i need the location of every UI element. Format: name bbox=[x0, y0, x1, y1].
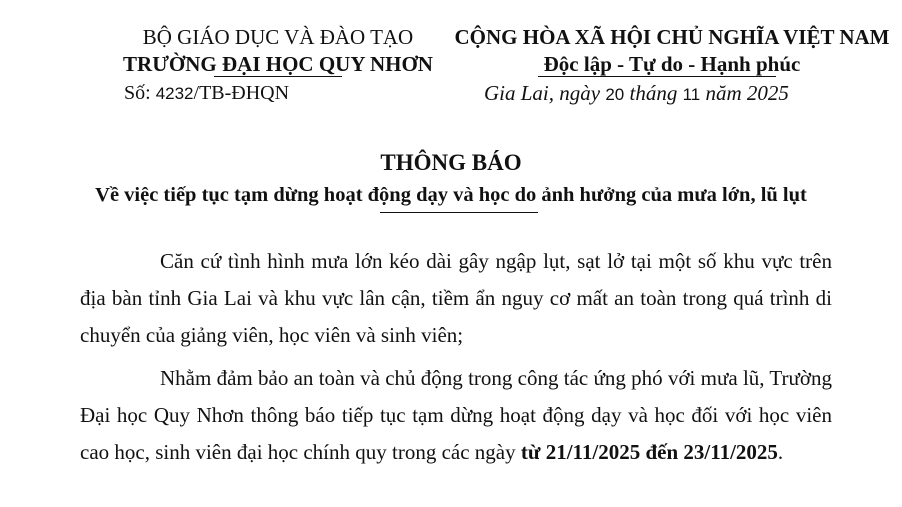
reference-suffix: /TB-ĐHQN bbox=[193, 82, 290, 104]
notice-subject: Về việc tiếp tục tạm dừng hoạt động dạy và học do ảnh hưởng của mưa lớn, lũ lụt bbox=[95, 184, 807, 206]
paragraph-2-text: Nhằm đảm bảo an toàn và chủ động trong công tác ứng phó với mưa lũ, Trường Đại học Quy Nhơn thông báo tiếp tục tạm dừng hoạt động dạy và học đối với học viên cao học, sinh viên đại học chính quy trong các ngày bbox=[80, 366, 832, 464]
date-place: Gia Lai, ngày bbox=[484, 81, 601, 105]
reference-prefix: Số: bbox=[124, 82, 151, 104]
university-underline bbox=[214, 76, 342, 77]
reference-number bbox=[124, 80, 289, 107]
issuing-authority-block bbox=[98, 24, 458, 78]
nation-name: CỘNG HÒA XÃ HỘI CHỦ NGHĨA VIỆT NAM bbox=[454, 25, 890, 49]
body-paragraph-2 bbox=[80, 360, 832, 471]
ministry-name: BỘ GIÁO DỤC VÀ ĐÀO TẠO bbox=[142, 25, 414, 49]
paragraph-2-end: . bbox=[777, 440, 784, 464]
university-name: TRƯỜNG ĐẠI HỌC QUY NHƠN bbox=[123, 52, 433, 76]
notice-title: THÔNG BÁO bbox=[380, 150, 522, 175]
suspension-period: từ 21/11/2025 đến 23/11/2025 bbox=[520, 440, 778, 464]
national-heading-block bbox=[442, 24, 902, 78]
motto-underline bbox=[538, 76, 776, 77]
reference-number-value: 4232 bbox=[155, 84, 194, 103]
body-paragraph-1: Căn cứ tình hình mưa lớn kéo dài gây ngập lụt, sạt lở tại một số khu vực trên địa bàn tỉnh Gia Lai và khu vực lân cận, tiềm ẩn nguy cơ mất an toàn trong quá trình di chuyển của giảng viên, học viên và sinh viên; bbox=[80, 249, 832, 347]
subject-underline bbox=[380, 212, 538, 213]
date-month-label: tháng bbox=[629, 81, 678, 105]
place-and-date bbox=[484, 80, 789, 108]
date-day: 20 bbox=[605, 85, 625, 104]
date-month: 11 bbox=[682, 85, 701, 104]
notice-body bbox=[80, 243, 832, 471]
date-year: năm 2025 bbox=[705, 81, 789, 105]
national-motto: Độc lập - Tự do - Hạnh phúc bbox=[543, 52, 801, 76]
